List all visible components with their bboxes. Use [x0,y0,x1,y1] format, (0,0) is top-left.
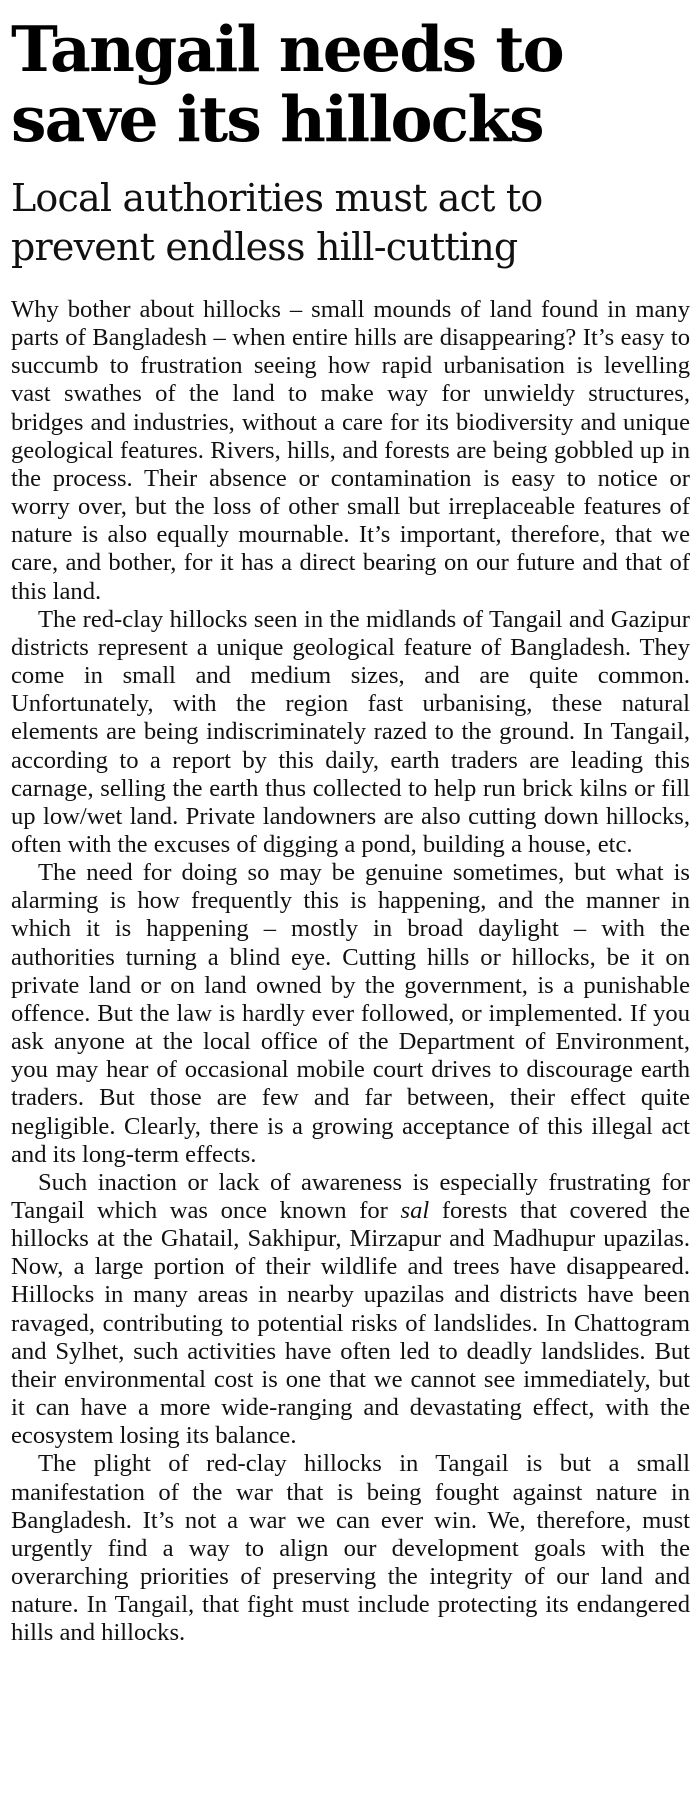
paragraph-text: Why bother about hillocks – small mounds of land found in many parts of Bangladesh – when entire hills are disappearing? It’s easy to succumb to frustration seeing how rapid urbanisation is levelling vast swathes of the land to make way for unwieldy structures, bridges and industries, without a care for its biodiversity and unique geological features. Rivers, hills, and forests are being gobbled up in the process. Their absence or contamination is easy to notice or worry over, but the loss of other small but irreplaceable features of nature is also equally mournable. It’s important, therefore, that we care, and bother, for it has a direct bearing on our future and that of this land. [11,296,690,605]
editorial-article [11,14,690,1648]
paragraph-text: forests that covered the hillocks at the Ghatail, Sakhipur, Mirzapur and Madhupur upazilas. Now, a large portion of their wildlife and trees have disappeared. Hillocks in many areas in nearby upazilas and districts have been ravaged, contributing to potential risks of landslides. In Chattogram and Sylhet, such activities have often led to deadly landslides. But their environmental cost is one that we cannot see immediately, but it can have a more wide-ranging and devastating effect, with the ecosystem losing its balance. [11,1197,690,1450]
body-paragraph [11,606,690,859]
body-paragraph [11,1450,690,1647]
paragraph-text: The plight of red-clay hillocks in Tangail is but a small manifestation of the war that is being fought against nature in Bangladesh. It’s not a war we can ever win. We, therefore, must urgently find a way to align our development goals with the overarching priorities of preserving the integrity of our land and nature. In Tangail, that fight must include protecting its endangered hills and hillocks. [11,1450,690,1647]
subheadline: Local authorities must act to prevent endless hill-cutting [11,176,543,269]
paragraph-text: The red-clay hillocks seen in the midlands of Tangail and Gazipur districts represent a unique geological feature of Bangladesh. They come in small and medium sizes, and are quite common. Unfortunately, with the region fast urbanising, these natural elements are being indiscriminately razed to the ground. In Tangail, according to a report by this daily, earth traders are leading this carnage, selling the earth thus collected to help run brick kilns or fill up low/wet land. Private landowners are also cutting down hillocks, often with the excuses of digging a pond, building a house, etc. [11,605,690,858]
article-body [11,296,690,1648]
paragraph-text: Such inaction or lack of awareness is especially frustrating for Tangail which was once known for [11,1168,690,1224]
body-paragraph [11,296,690,606]
body-paragraph [11,1169,690,1451]
headline: Tangail needs to save its hillocks [11,12,563,156]
italic-term: sal [400,1197,430,1224]
paragraph-text: The need for doing so may be genuine sometimes, but what is alarming is how frequently this is happening, and the manner in which it is happening – mostly in broad daylight – with the authorities turning a blind eye. Cutting hills or hillocks, be it on private land or on land owned by the government, is a punishable offence. But the law is hardly ever followed, or implemented. If you ask anyone at the local office of the Department of Environment, you may hear of occasional mobile court drives to discourage earth traders. But those are few and far between, their effect quite negligible. Clearly, there is a growing acceptance of this illegal act and its long-term effects. [11,859,690,1168]
body-paragraph [11,859,690,1169]
